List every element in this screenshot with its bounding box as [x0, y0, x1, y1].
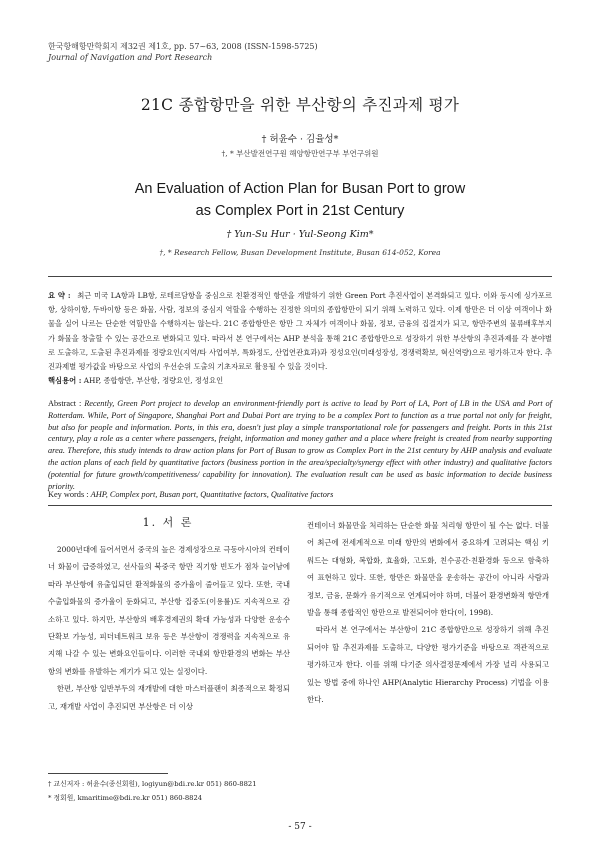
keywords-english-text: AHP, Complex port, Busan port, Quantitative factors, Qualitative factors [90, 490, 334, 499]
title-english [0, 178, 600, 222]
footnote-divider [48, 773, 168, 774]
authors-english: † Yun-Su Hur · Yul-Seong Kim* [226, 229, 374, 240]
footnote-corresponding-author: † 교신저자 : 허윤수(종신회원), logiyun@bdi.re.kr 051) 860-8821 [48, 780, 257, 788]
title-english-line2: as Complex Port in 21st Century [195, 203, 405, 219]
abstract-english-label: Abstract : [48, 399, 82, 408]
keywords-korean [48, 376, 552, 386]
journal-name-en: Journal of Navigation and Port Research [48, 53, 213, 62]
abstract-korean [48, 289, 552, 374]
paragraph: 따라서 본 연구에서는 부산항이 21C 종합항만으로 성장하기 위해 추진되어야 할 추진과제를 도출하고, 다양한 평가기준을 바탕으로 객관적으로 평가하고자 한다. 이를 위해 다기준 의사결정문제에서 가장 널리 사용되고 있는 방법 중에 하나인 AHP(Analytic Hierarchy Process) 기법을 이용한다. [307, 625, 549, 705]
keywords-english-label: Key words : [48, 490, 89, 499]
keywords-english [48, 490, 552, 499]
journal-header [48, 41, 318, 63]
body-column-right [307, 517, 549, 708]
section-heading-introduction: 1. 서 론 [142, 516, 194, 529]
abstract-english-text: Recently, Green Port project to develop an environment-friendly port is active to lead by Port of LA, Port of LB in the USA and Port of Rotterdam. While, Port of Singapore, Shanghai Port and Dubai Port are trying to be a complex Port to function as a true portal not only for freight, but also for people and information. Ports, in this era, doesn't just play a simple transportational role for passengers and freight. Ports in this 21st century, play a role as a center where passengers, freight, information and money gather and a place where freight is created from nearby supporting area. Therefore, this study intends to draw action plans for Port of Busan to grow as Complex Port in the 21st century by AHP analysis and evaluate the action plans of each field by quantitative factors (business portion in the area/specialty/synergy effect with other industry) and qualitative factors (potential for future growth/competitiveness/ capability for innovation). The evaluation result can be used as basic information to decide business priority. [48, 399, 552, 491]
divider-bottom [48, 505, 552, 506]
affiliation-english: †, * Research Fellow, Busan Development Institute, Busan 614-052, Korea [159, 248, 441, 257]
paragraph: 한편, 부산항 일반부두의 재개발에 대한 마스터플랜이 최종적으로 확정되고, 재개발 사업이 추진되면 부산항은 더 이상 [48, 684, 290, 711]
journal-citation-ko: 한국항해항만학회지 제32권 제1호, pp. 57~63, 2008 (ISSN-1598-5725) [48, 42, 318, 51]
abstract-korean-text: 최근 미국 LA항과 LB항, 로테르담항을 중심으로 친환경적인 항만을 개발하기 위한 Green Port 추진사업이 본격화되고 있다. 이와 동시에 싱가포르항, 상하이항, 두바이항 등은 화물, 사람, 정보의 중심지 역할을 수행하는 진정한 의미의 종합항만이 되기 위해 노력하고 있다. 이제 항만은 더 이상 여객이나 화물을 실어 나르는 단순한 역할만을 수행하지는 않는다. 21C 종합항만은 항만 그 자체가 여객이나 화물, 정보, 금융의 집결지가 되고, 항만주변의 물류배후부지가 화물을 창출할 수 있는 공간으로 변화되고 있다. 따라서 본 연구에서는 AHP 분석을 통해 21C 종합항만으로 성장하기 위한 부산항의 추진과제를 각 분야별로 도출하고, 도출된 추진과제를 정량요인(지역/타 사업여부, 특화정도, 산업연관효과)과 정성요인(미래성장성, 경쟁력확보, 혁신역량)으로 평가하고자 한다. 추진과제별 평가값을 바탕으로 사업의 우선순위 도출의 기초자료로 활용될 수 있을 것이다. [48, 291, 553, 372]
title-english-line1: An Evaluation of Action Plan for Busan Port to grow [134, 181, 466, 197]
abstract-korean-label: 요 약 : [48, 291, 71, 300]
keywords-korean-text: AHP, 종합항만, 부산항, 정량요인, 정성요인 [83, 376, 224, 385]
footnote-coauthor: * 정회원, kmaritime@bdi.re.kr 051) 860-8824 [48, 794, 203, 802]
authors-korean: † 허윤수 · 김율성* [261, 134, 339, 145]
title-korean: 21C 종합항만을 위한 부산항의 추진과제 평가 [140, 96, 460, 114]
page-number: - 57 - [288, 822, 312, 832]
divider-top [48, 276, 552, 277]
footnotes [48, 777, 257, 805]
abstract-english [48, 398, 552, 492]
affiliation-korean: †, * 부산발전연구원 해양항만연구부 부연구위원 [221, 149, 379, 158]
paragraph: 컨테이너 화물만을 처리하는 단순한 화물 처리형 항만이 될 수는 없다. 더불어 최근에 전세계적으로 미래 항만의 변화에서 중요하게 고려되는 핵심 키워드는 대형화, 복합화, 효율화, 고도화, 친수공간·친환경화 등으로 함축하여 표현하고 있다. 또한, 항만은 화물만을 운송하는 공간이 아니라 사람과 정보, 금융, 문화가 유기적으로 연계되어야 하며, 더불어 환경변화적 항만개발을 통해 종합적인 항만으로 발전되어야 한다(이, 1998). [307, 521, 549, 618]
paragraph: 2000년대에 들어서면서 중국의 높은 경제성장으로 극동아시아의 컨테이너 화물이 급증하였고, 선사들의 북중국 항만 직기항 빈도가 점차 늘어남에 따라 부산항에 유출입되던 환적화물의 증가율이 줄어들고 있다. 또한, 국내 수출입화물의 증가율이 둔화되고, 부산항 집중도(이용률)도 지속적으로 감소하고 있다. 하지만, 부산항의 배후경제권의 확대 가능성과 다양한 운송수단확보 가능성, 피더네트워크 보유 등은 부산항이 경쟁력을 지속적으로 유지해 나갈 수 있는 변화요인들이다. 이러한 국내외 항만환경의 변화는 부산항의 변화를 유발하는 계기가 되고 있는 실정이다. [48, 545, 290, 676]
body-column-left [48, 541, 290, 715]
keywords-korean-label: 핵심용어 : [48, 376, 82, 385]
